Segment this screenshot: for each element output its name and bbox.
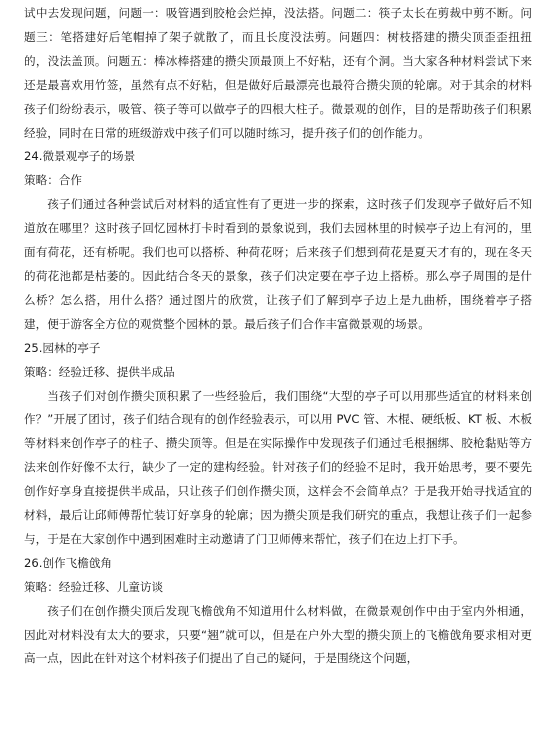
paragraph-section-25: 当孩子们对创作攒尖顶积累了一些经验后，我们围绕“大型的亭子可以用那些适宜的材料来创作？”开展了团讨，孩子们结合现有的创作经验表示，可以用 PVC 管、木棍、硬纸板、KT 板、木板等材料来创作亭子的柱子、攒尖顶等。但是在实际操作中发现孩子们通过毛根捆绑、胶枪黏贴等方法来创作好像不太行，缺少了一定的建构经验。针对孩子们的经验不足时，我开始思考，要不要先创作好享身直接提供半成品，只让孩子们创作攒尖顶，这样会不会简单点？于是我开始寻找适宜的材料，最后让邱师傅帮忙装订好享身的轮廓；因为攒尖顶是我们研究的重点，我想让孩子们一起参与，于是在大家创作中遇到困难时主动邀请了门卫师傅来帮忙，孩子们在边上打下手。 bbox=[24, 388, 532, 546]
strategy-line-25: 策略：经验迁移、提供半成品 bbox=[24, 364, 175, 379]
strategy-line-24: 策略：合作 bbox=[24, 173, 82, 188]
paragraph-intro: 试中去发现问题，问题一：吸管遇到胶枪会烂掉，没法搭。问题二：筷子太长在剪裁中剪不断。问题三：笔搭建好后笔帽掉了架子就散了，而且长度没法剪。问题四：树枝搭建的攒尖顶歪歪扭扭的，没法盖顶。问题五：棒冰棒搭建的攒尖顶最顶上不好粘，还有个洞。当大家各种材料尝试下来还是最喜欢用竹签，虽然有点不好粘，但是做好后最漂亮也最符合攒尖顶的轮廓。对于其余的材料孩子们纷纷表示，吸管、筷子等可以做亭子的四根大柱子。微景观的创作，目的是帮助孩子们积累经验，同时在日常的班级游戏中孩子们可以随时练习，提升孩子们的创作能力。 bbox=[24, 6, 532, 140]
strategy-line-26: 策略：经验迁移、儿童访谈 bbox=[24, 579, 164, 594]
paragraph-section-26: 孩子们在创作攒尖顶后发现飞檐戗角不知道用什么材料做，在微景观创作中由于室内外相通，因此对材料没有太大的要求，只要“翘”就可以，但是在户外大型的攒尖顶上的飞檐戗角要求相对更高一点，因此在针对这个材料孩子们提出了自己的疑问，于是围绕这个问题， bbox=[24, 603, 532, 666]
paragraph-section-24: 孩子们通过各种尝试后对材料的适宜性有了更进一步的探索，这时孩子们发现亭子做好后不知道放在哪里？这时孩子回忆园林打卡时看到的景象说到，我们去园林里的时候亭子边上有河的，里面有荷花，还有桥呢。我们也可以搭桥、种荷花呀；后来孩子们想到荷花是夏天才有的，现在冬天的荷花池都是枯萎的。因此结合冬天的景象，孩子们决定要在亭子边上搭桥。那么亭子周围的是什么桥？怎么搭，用什么搭？通过图片的欣赏，让孩子们了解到亭子边上是九曲桥，围绕着亭子搭建，便于游客全方位的观赏整个园林的景。最后孩子们合作丰富微景观的场景。 bbox=[24, 197, 532, 331]
section-heading-25: 25.园林的亭子 bbox=[24, 340, 101, 355]
section-heading-24: 24.微景观亭子的场景 bbox=[24, 149, 136, 164]
section-heading-26: 26.创作飞檐戗角 bbox=[24, 555, 113, 570]
